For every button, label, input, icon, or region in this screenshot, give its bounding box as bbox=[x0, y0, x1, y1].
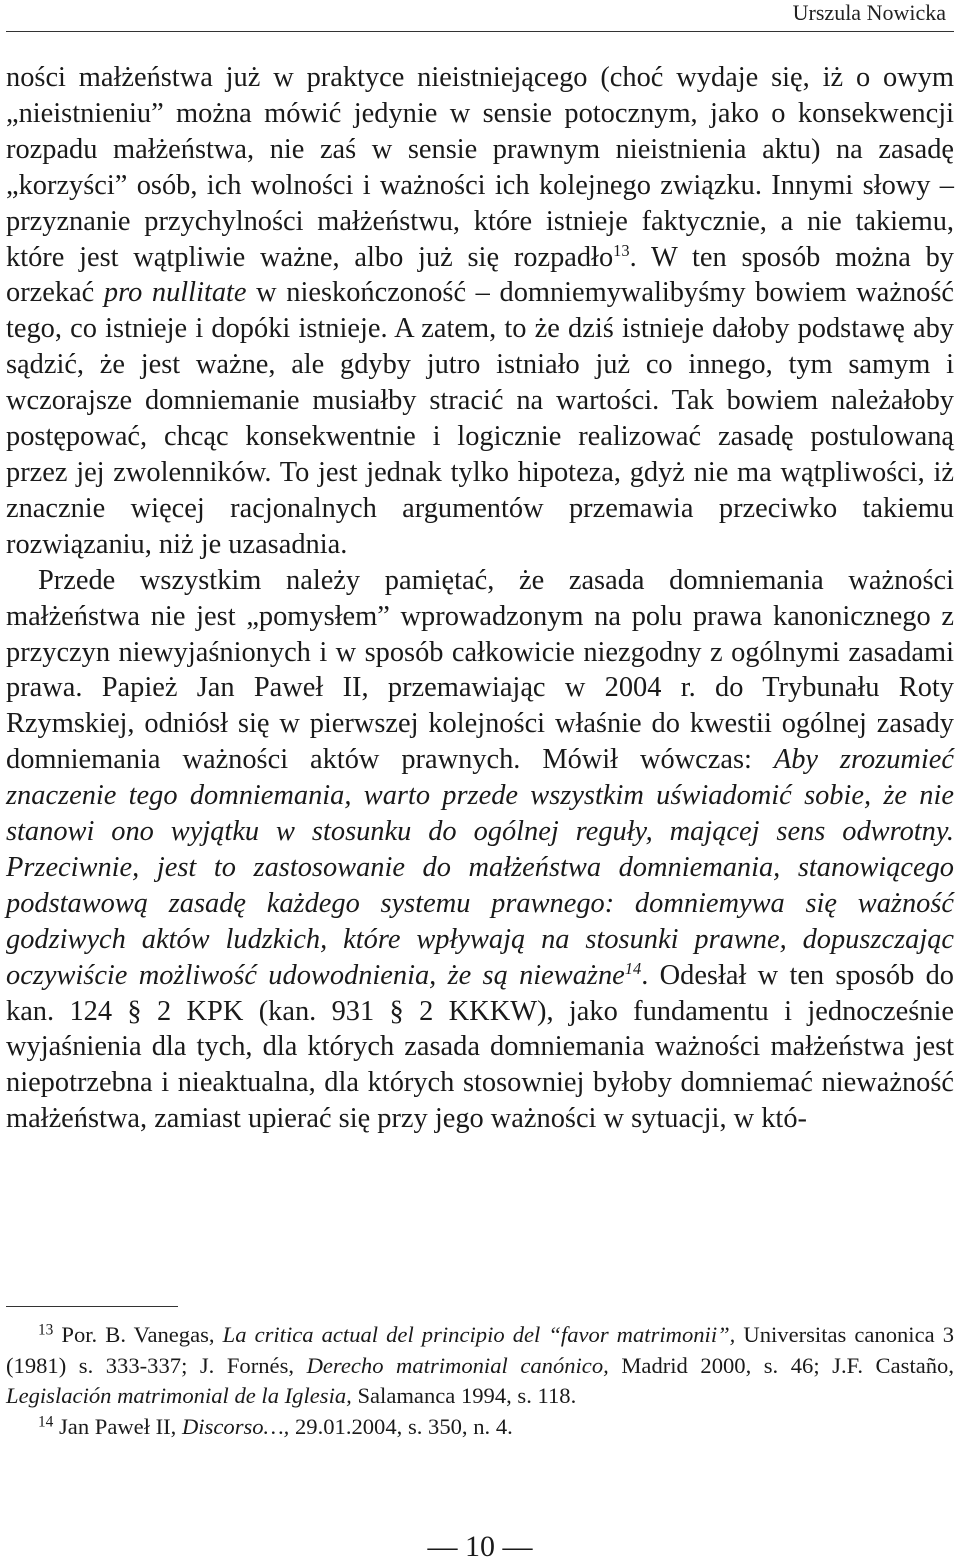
paragraph-2-text-a: Przede wszystkim należy pamiętać, że zasada domniemania ważności małżeństwa nie jest „pomysłem” wprowadzonym na polu prawa kanonicznego z przyczyn niewyjaśnionych i w sposób całkowicie niezgodny z ogólnymi zasadami prawa. Papież Jan Paweł II, przemawiając w 2004 r. do Trybunału Roty Rzymskiej, odniósł się w pierwszej kolejności właśnie do kwestii ogólnej zasady domniemania ważności aktów prawnych. Mówił wówczas: bbox=[6, 564, 954, 776]
page-number: — 10 — bbox=[427, 1530, 533, 1563]
paragraph-1-text-a: ności małżeństwa już w praktyce nieistniejącego (choć wydaje się, iż o owym „nieistnieniu” można mówić jedynie w sensie potocznym, jako o konsekwencji rozpadu małżeństwa, nie zaś w sensie prawnym nieistnienia aktu) na zasadę „korzyści” osób, ich wolności i ważności ich kolejnego związku. Innymi słowy – przyznanie przychylności małżeństwu, które istnieje faktycznie, a nie takiemu, które jest wątpliwie ważne, albo już się rozpadło bbox=[6, 62, 954, 273]
footnote-italic-title: Discorso…, bbox=[181, 1413, 290, 1439]
footnote-text: Universitas canonica 3 (1981) s. 333-337; J. Fornés, bbox=[6, 1322, 954, 1378]
footnote-text: Jan Paweł II, bbox=[53, 1413, 182, 1439]
footnote-separator bbox=[6, 1306, 178, 1307]
footnote-ref-13[interactable]: 13 bbox=[613, 240, 630, 260]
paragraph-2-quote bbox=[6, 744, 954, 990]
paragraph-2-text-b: . Odesłał w ten sposób do kan. 124 § 2 KPK (kan. 931 § 2 KKKW), jako fundamentu i jednocześnie wyjaśnienia dla tych, dla których zasada domniemania ważności małżeństwa jest niepotrzebna i nieaktualna, dla których stosowniej byłoby domniemać nieważność małżeństwa, zamiast upierać się przy jego ważności w sytuacji, w któ- bbox=[6, 959, 954, 1135]
footnote-italic-title: La critica actual del principio del “favor matrimonii”, bbox=[222, 1322, 736, 1347]
footnote-text: Madrid 2000, s. 46; J.F. Castaño, bbox=[608, 1352, 954, 1378]
footnote-italic-title: Derecho matrimonial canónico, bbox=[306, 1352, 609, 1378]
paragraph-1-italic-term: pro nullitate bbox=[103, 277, 247, 309]
paragraph-1-text-b: . W ten sposób można by orzekać bbox=[6, 241, 954, 309]
paragraph-1-text-c: w nieskończoność – domniemywalibyśmy bowiem ważność tego, co istnieje i dopóki istnieje. A zatem, to że dziś istnieje dałoby podstawę aby sądzić, że jest ważne, ale gdyby jutro istniało już co innego, tym samym i wczorajsze domniemanie musiałby stracić na wartości. Tak bowiem należałoby postępować, chcąc konsekwentnie i logicznie realizować zasadę postulowaną przez jej zwolenników. To jest jednak tylko hipoteza, gdyż nie ma wątpliwości, iż znacznie więcej racjonalnych argumentów przemawia przeciwko takiemu rozwiązaniu, niż je uzasadnia. bbox=[6, 277, 954, 560]
footnote-text: Por. B. Vanegas, bbox=[53, 1322, 223, 1347]
footnote-14 bbox=[6, 1412, 954, 1443]
footnote-number: 14 bbox=[38, 1413, 54, 1431]
main-text bbox=[6, 60, 954, 1137]
footnotes bbox=[6, 1320, 954, 1442]
footnote-ref-14[interactable]: 14 bbox=[624, 958, 642, 978]
paragraph-2-quote-text: Aby zrozumieć znaczenie tego domniemania, warto przede wszystkim uświadomić sobie, że nie stanowi ono wyjątku w stosunku do ogólnej reguły, mającej sens odwrotny. Przeciwnie, jest to zastosowanie do małżeństwa domniemania, stanowiącego podstawową zasadę każdego systemu prawnego: domniemywa się ważność godziwych aktów ludzkich, które wpływają na stosunki prawne, dopuszczając oczywiście możliwość udowodnienia, że są nieważne bbox=[6, 744, 955, 991]
paragraph-1 bbox=[6, 60, 954, 563]
footnote-italic-title: Legislación matrimonial de la Iglesia, bbox=[6, 1383, 352, 1409]
footnote-number: 13 bbox=[38, 1321, 54, 1339]
footnote-text: 29.01.2004, s. 350, n. 4. bbox=[289, 1413, 513, 1439]
footnote-13 bbox=[6, 1320, 954, 1412]
footnote-text: Salamanca 1994, s. 118. bbox=[351, 1383, 577, 1409]
header-rule bbox=[6, 31, 954, 32]
running-head-author: Urszula Nowicka bbox=[792, 0, 946, 25]
paragraph-2 bbox=[6, 563, 954, 1138]
